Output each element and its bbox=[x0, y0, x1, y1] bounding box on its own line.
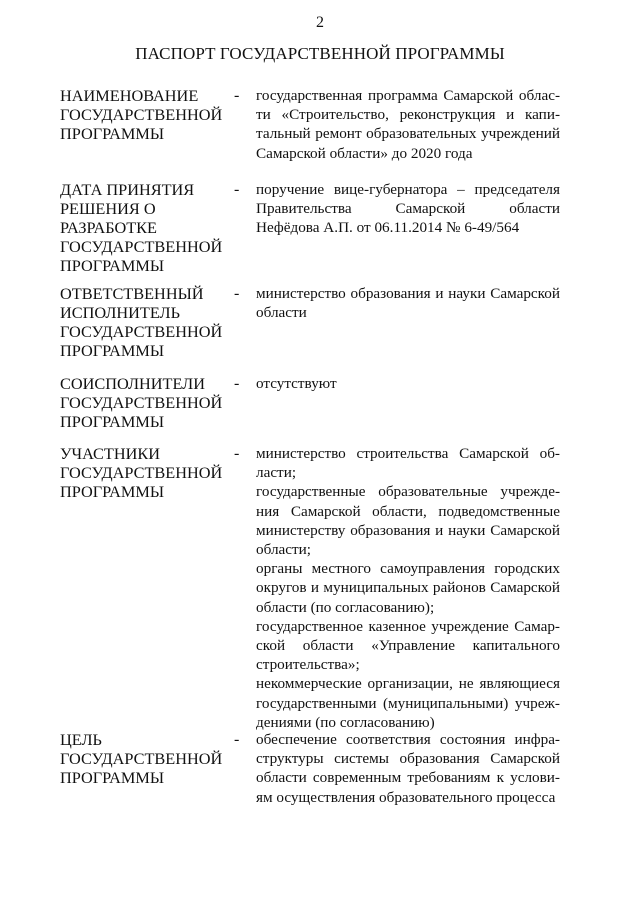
row-value: отсутствуют bbox=[256, 375, 337, 392]
row-value: поручение вице-губернатора – председателя Правительства Самарской области Нефёдова А.П. от 06.11.2014 № 6-49/564 bbox=[256, 181, 560, 237]
row-dash: - bbox=[234, 375, 240, 392]
passport-row-co-executors bbox=[60, 374, 600, 431]
passport-row-name bbox=[60, 86, 600, 163]
row-value: обеспечение соответствия состояния инфра- структуры системы образования Самарской области современным требованиям к услови- ям осуществления образовательного процесса bbox=[256, 731, 560, 806]
row-value: государственная программа Самарской облас- ти «Строительство, реконструкция и капи- тальный ремонт образовательных учреждений Самарской области» до 2020 года bbox=[256, 87, 560, 162]
row-label: НАИМЕНОВАНИЕ ГОСУДАРСТВЕННОЙ ПРОГРАММЫ bbox=[60, 86, 223, 143]
row-label: ЦЕЛЬ ГОСУДАРСТВЕННОЙ ПРОГРАММЫ bbox=[60, 730, 223, 787]
row-label: СОИСПОЛНИТЕЛИ ГОСУДАРСТВЕННОЙ ПРОГРАММЫ bbox=[60, 374, 223, 431]
passport-row-decision-date bbox=[60, 180, 600, 275]
row-dash: - bbox=[234, 445, 240, 462]
document-title: ПАСПОРТ ГОСУДАРСТВЕННОЙ ПРОГРАММЫ bbox=[135, 44, 505, 63]
passport-row-responsible-executor bbox=[60, 284, 600, 360]
page-number: 2 bbox=[316, 14, 324, 31]
row-dash: - bbox=[234, 181, 240, 198]
passport-row-participants bbox=[60, 444, 600, 732]
row-label: УЧАСТНИКИ ГОСУДАРСТВЕННОЙ ПРОГРАММЫ bbox=[60, 444, 223, 501]
row-value: министерство строительства Самарской об- ласти; государственные образовательные учрежде- ния Самарской области, подведомственные министерству образования и науки Самарской области; органы местного самоуправления городских округов и муниципальных районов Самарской области (по согласованию); государственное казенное учреждение Самар- ской области «Управление капитального строительства»; некоммерческие организации, не являющиеся государственными (муниципальными) учреж- дениями (по согласованию) bbox=[256, 445, 560, 731]
row-label: ОТВЕТСТВЕННЫЙ ИСПОЛНИТЕЛЬ ГОСУДАРСТВЕННОЙ ПРОГРАММЫ bbox=[60, 284, 223, 360]
row-dash: - bbox=[234, 285, 240, 302]
row-label: ДАТА ПРИНЯТИЯ РЕШЕНИЯ О РАЗРАБОТКЕ ГОСУДАРСТВЕННОЙ ПРОГРАММЫ bbox=[60, 180, 223, 275]
row-value: министерство образования и науки Самарской области bbox=[256, 285, 560, 322]
row-dash: - bbox=[234, 87, 240, 104]
passport-row-goal bbox=[60, 730, 600, 807]
row-dash: - bbox=[234, 731, 240, 748]
